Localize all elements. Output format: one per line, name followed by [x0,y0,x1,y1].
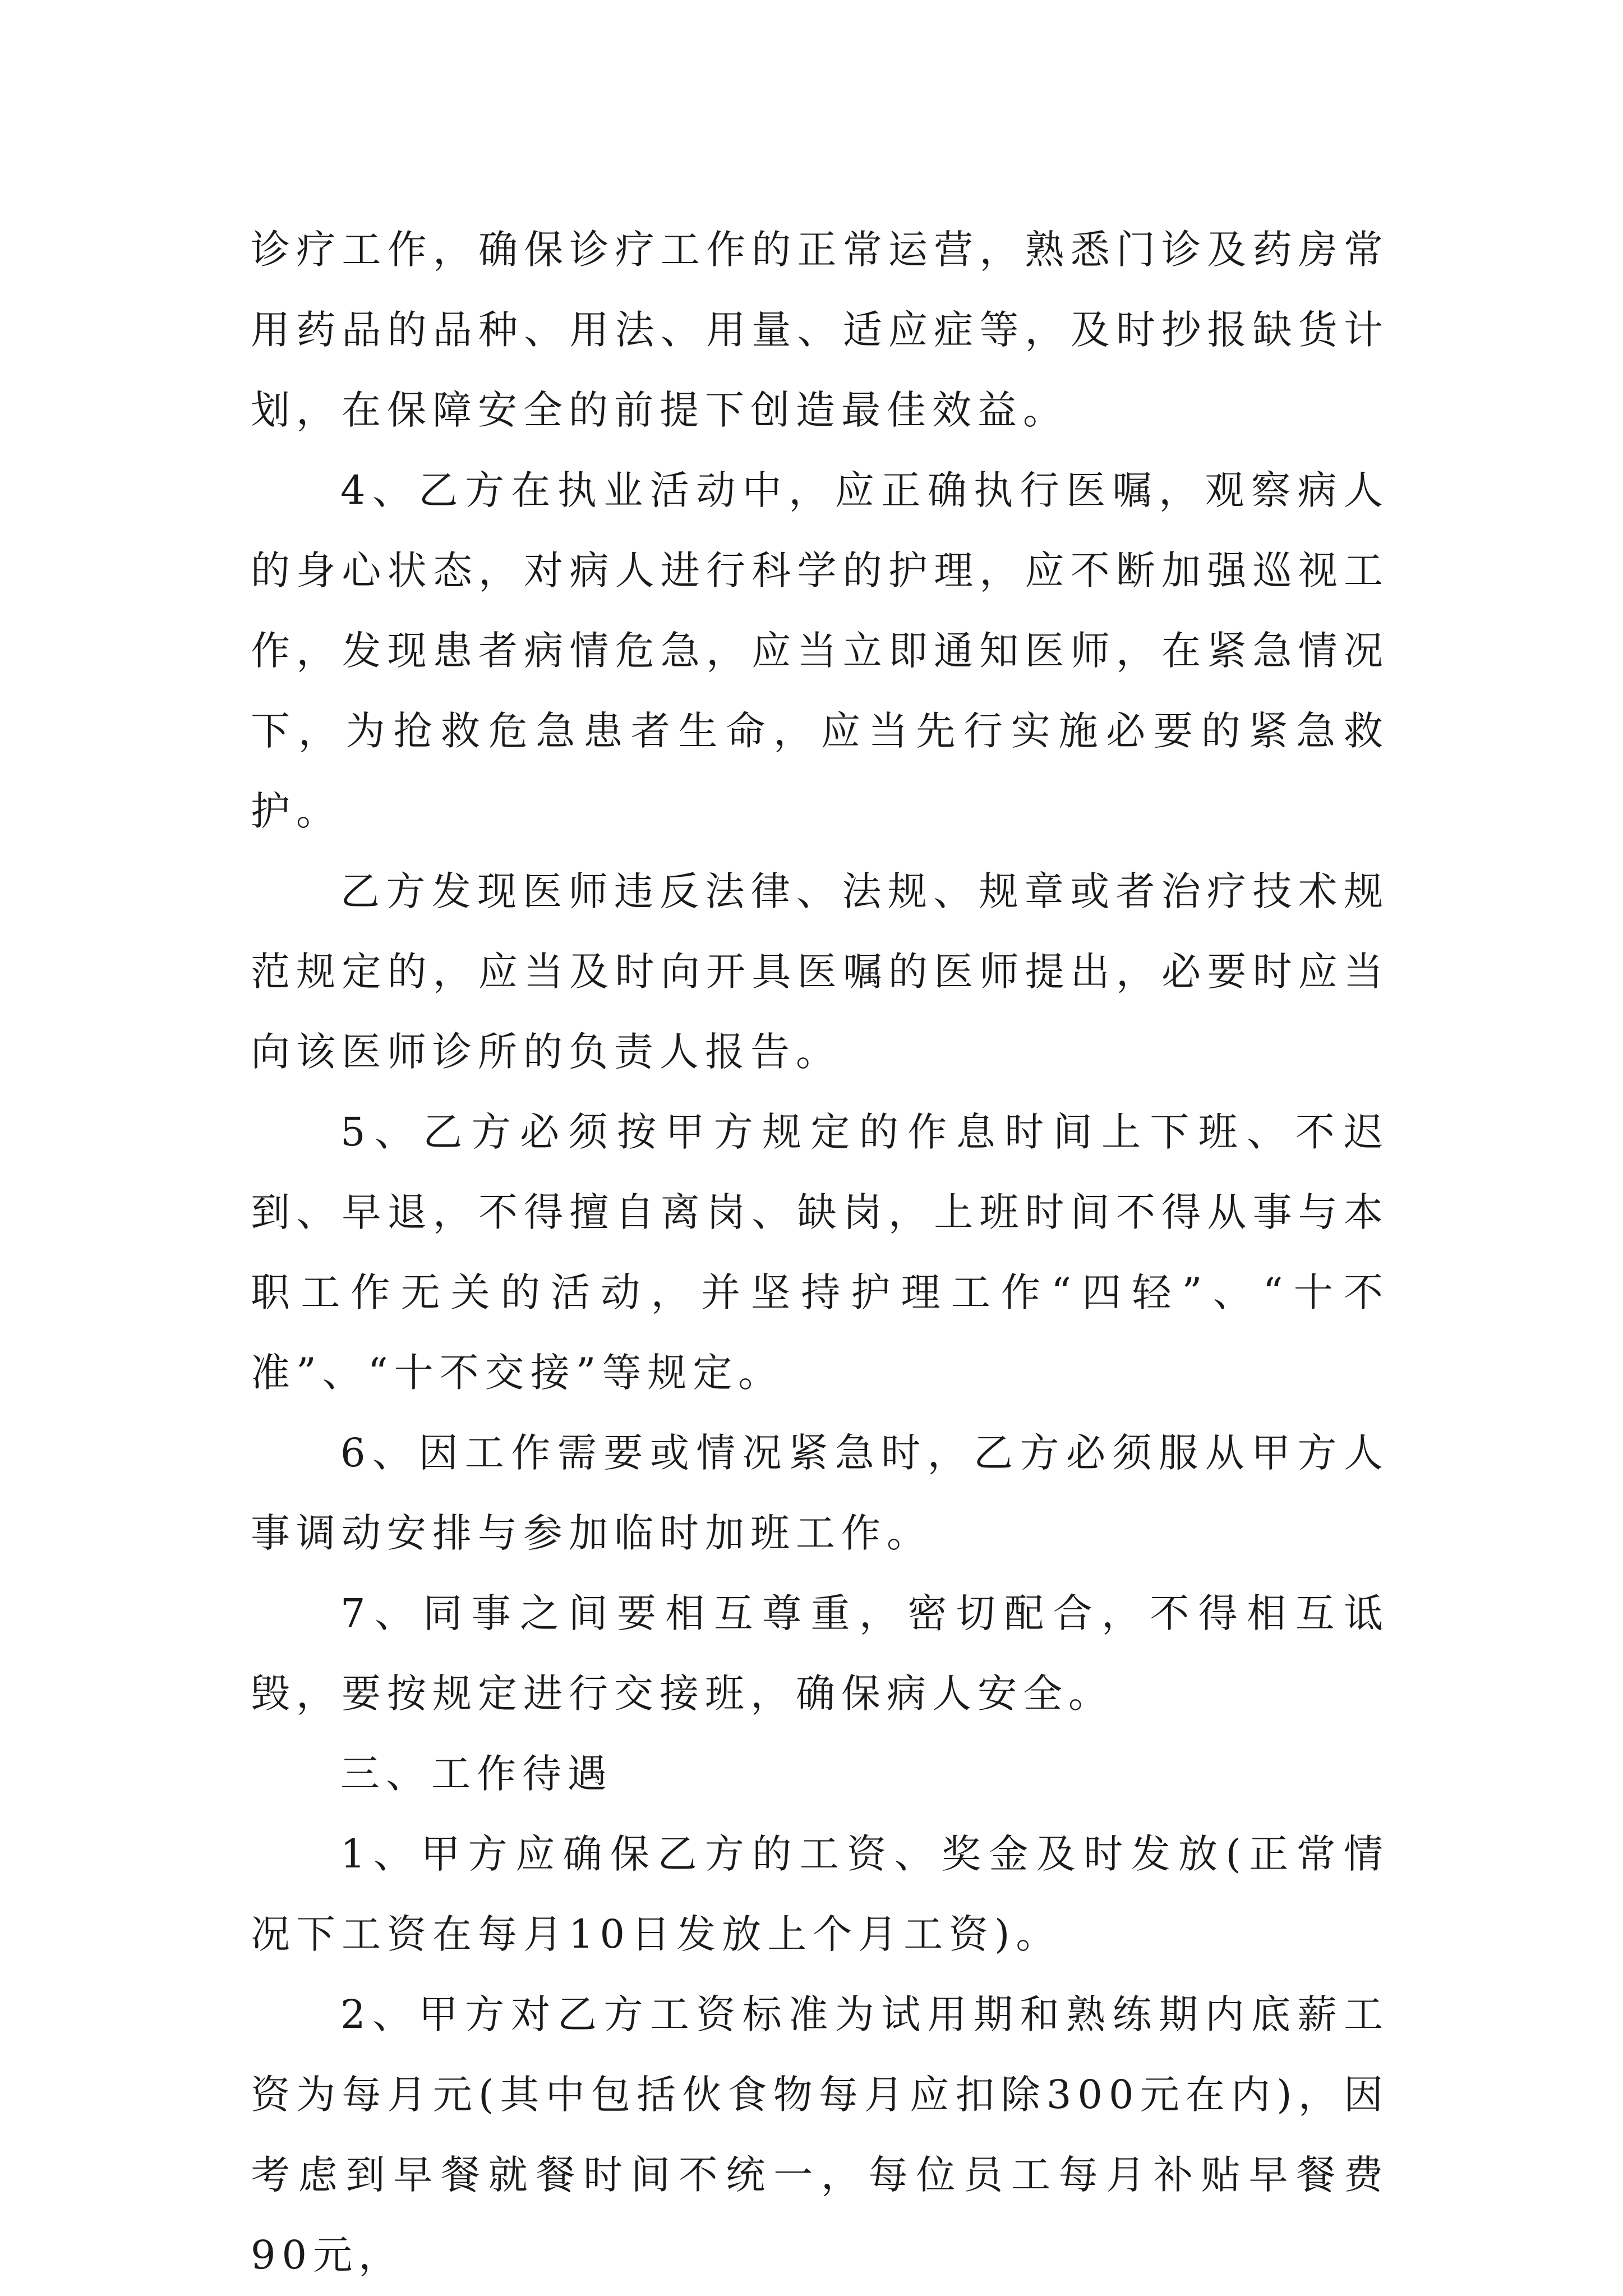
paragraph-physician-violation: 乙方发现医师违反法律、法规、规章或者治疗技术规范规定的，应当及时向开具医嘱的医师提出，必要时应当向该医师诊所的负责人报告。 [251,868,1389,1075]
document-body [251,210,1389,2295]
paragraph-benefit-1: 1、甲方应确保乙方的工资、奖金及时发放(正常情况下工资在每月10日发放上个月工资)。 [251,1831,1389,1957]
section-heading-work-benefits: 三、工作待遇 [340,1751,613,1797]
paragraph-item-6: 6、因工作需要或情况紧急时，乙方必须服从甲方人事调动安排与参加临时加班工作。 [251,1430,1389,1556]
paragraph-continuation: 诊疗工作，确保诊疗工作的正常运营，熟悉门诊及药房常用药品的品种、用法、用量、适应症等，及时抄报缺货计划，在保障安全的前提下创造最佳效益。 [251,227,1389,433]
paragraph-benefit-2: 2、甲方对乙方工资标准为试用期和熟练期内底薪工资为每月元(其中包括伙食物每月应扣除300元在内)，因考虑到早餐就餐时间不统一，每位员工每月补贴早餐费90元， [251,1991,1389,2278]
paragraph-item-4: 4、乙方在执业活动中，应正确执行医嘱，观察病人的身心状态，对病人进行科学的护理，应不断加强巡视工作，发现患者病情危急，应当立即通知医师，在紧急情况下，为抢救危急患者生命，应当先行实施必要的紧急救护。 [251,467,1389,834]
paragraph-item-5: 5、乙方必须按甲方规定的作息时间上下班、不迟到、早退，不得擅自离岗、缺岗，上班时间不得从事与本职工作无关的活动，并坚持护理工作“四轻”、“十不准”、“十不交接”等规定。 [251,1109,1389,1396]
paragraph-item-7: 7、同事之间要相互尊重，密切配合，不得相互诋毁，要按规定进行交接班，确保病人安全。 [251,1590,1389,1717]
